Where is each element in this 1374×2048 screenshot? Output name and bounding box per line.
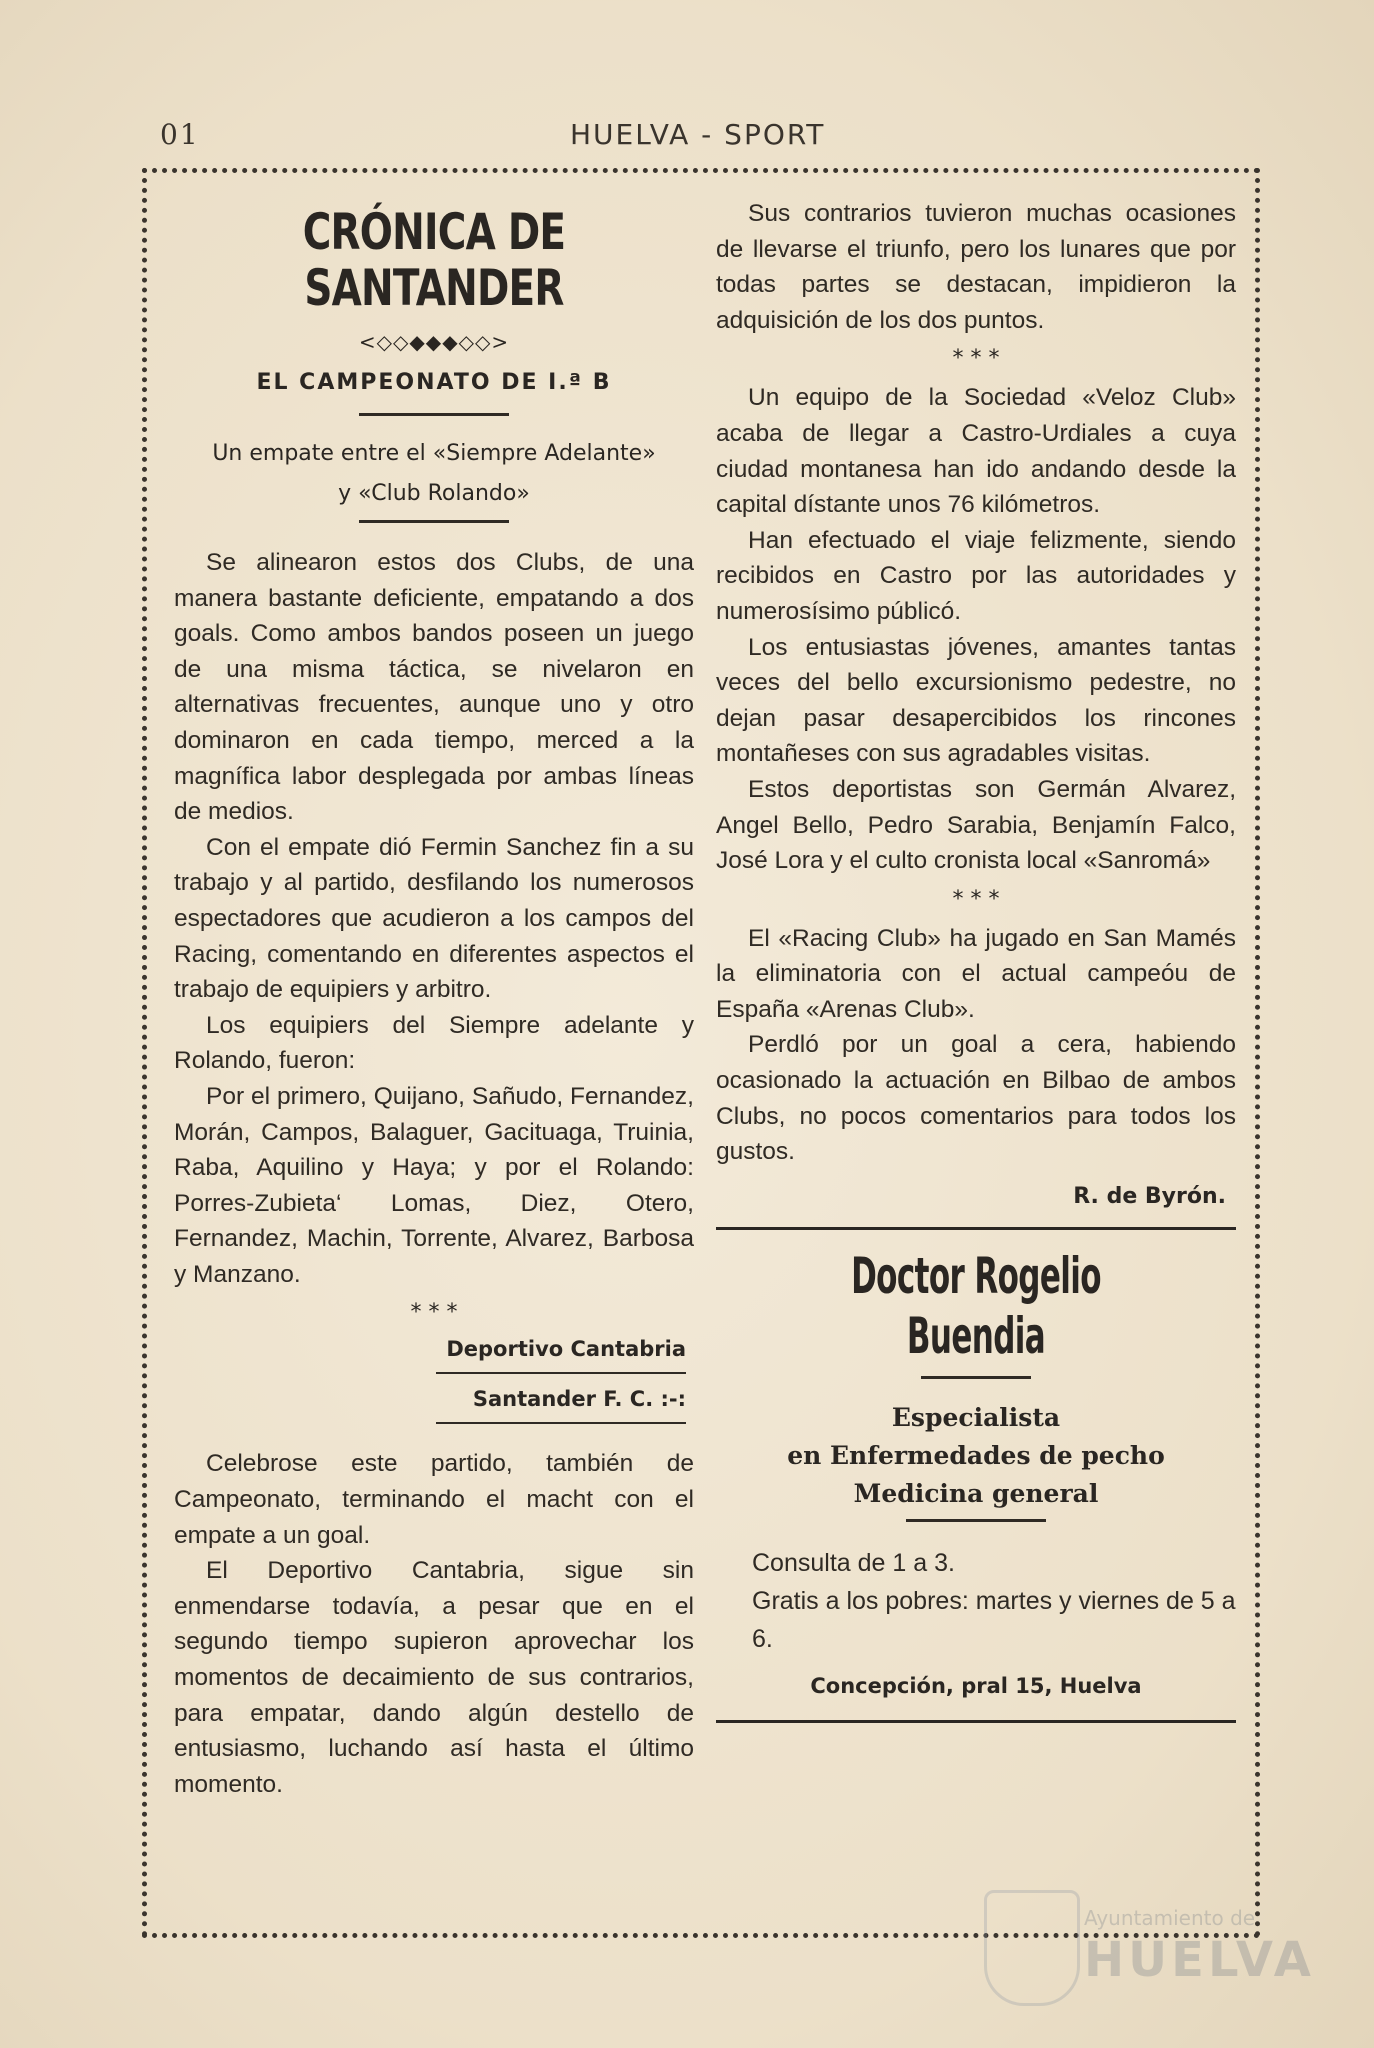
divider	[716, 1227, 1236, 1230]
paragraph: Por el primero, Quijano, Sañudo, Fernandez, Morán, Campos, Balaguer, Gacituaga, Truinia, Raba, Aquilino y Haya; y por el Rolando: Porres-Zubieta‘ Lomas, Diez, Otero, Fernandez, Machin, Torrente, Alvarez, Barbosa y Manzano.	[174, 1082, 694, 1288]
advertisement	[716, 1246, 1236, 1723]
divider	[359, 520, 509, 523]
running-head	[160, 112, 1280, 152]
section-subhead: EL CAMPEONATO DE I.ª B	[256, 370, 612, 395]
ad-general: Medicina general	[853, 1478, 1099, 1508]
section-stars: * * *	[952, 886, 1000, 912]
divider	[906, 1519, 1046, 1522]
divider	[359, 413, 509, 416]
paragraph: Sus contrarios tuvieron muchas ocasiones de llevarse el triunfo, pero los lunares que por todas partes se destacan, impidieron la adquisición de los dos puntos.	[716, 200, 1236, 334]
ad-field: en Enfermedades de pecho	[787, 1440, 1165, 1470]
coat-of-arms-icon	[984, 1890, 1080, 2006]
section-stars: * * *	[952, 346, 1000, 372]
deck-line-1: Un empate entre el «Siempre Adelante»	[212, 441, 656, 466]
right-column	[716, 196, 1236, 1723]
ad-body	[716, 1544, 1236, 1658]
divider	[436, 1422, 686, 1424]
paragraph: Perdló por un goal a cera, habiendo ocasionado la actuación en Bilbao de ambos Clubs, no pocos comentarios para todos los gustos.	[716, 1031, 1236, 1166]
journal-title: HUELVA - SPORT	[570, 118, 826, 151]
ad-hours: Consulta de 1 a 3.	[752, 1548, 955, 1577]
section-stars: * * *	[410, 1300, 458, 1326]
divider	[716, 1720, 1236, 1723]
title-ornament: <◇◇◆◆◆◇◇>	[358, 330, 510, 354]
ad-specialty: Especialista	[891, 1402, 1061, 1432]
watermark-small-text: Ayuntamiento de	[1084, 1906, 1256, 1930]
byline-signature: R. de Byrón.	[1073, 1183, 1226, 1209]
left-column	[174, 196, 694, 1802]
paragraph: Con el empate dió Fermin Sanchez fin a su trabajo y al partido, desfilando los numerosos espectadores que acudieron a los campos del Racing, comentando en diferentes aspectos el trabajo de equipiers y arbitro.	[174, 833, 694, 1004]
match-team-2: Santander F. C. :-:	[472, 1387, 686, 1412]
watermark-city: HUELVA	[1084, 1932, 1315, 1988]
page-number: 01	[160, 118, 200, 151]
deck-line-2: y «Club Rolando»	[338, 481, 530, 506]
paragraph: Se alinearon estos dos Clubs, de una manera bastante deficiente, empatando a dos goals. Como ambos bandos poseen un juego de una misma táctica, se nivelaron en alternativas frecuentes, aunque uno y otro dominaron en cada tiempo, merced a la magnífica labor desplegada por ambas líneas de medios.	[174, 549, 694, 826]
paragraph: Un equipo de la Sociedad «Veloz Club» acaba de llegar a Castro-Urdiales a cuya ciudad montanesa han ido andando desde la capital dístante unos 76 kilómetros.	[716, 384, 1236, 519]
ad-address: Concepción, pral 15, Huelva	[810, 1673, 1142, 1698]
divider	[436, 1372, 686, 1374]
ad-free-hours: Gratis a los pobres: martes y viernes de 5 a 6.	[752, 1586, 1236, 1653]
article-title: CRÓNICA DE SANTANDER	[302, 203, 566, 317]
paragraph: El Deportivo Cantabria, sigue sin enmendarse todavía, a pesar que en el segundo tiempo supieron aprovechar los momentos de decaimiento de sus contrarios, para empatar, dando algún destello de entusiasmo, luchando así hasta el último momento.	[174, 1557, 694, 1798]
match-team-1: Deportivo Cantabria	[446, 1337, 686, 1362]
archive-watermark	[984, 1890, 1315, 2010]
paragraph: Han efectuado el viaje felizmente, siendo recibidos en Castro por las autoridades y numerosísimo públicó.	[716, 526, 1236, 625]
paragraph: El «Racing Club» ha jugado en San Mamés la eliminatoria con el actual campeóu de España «Arenas Club».	[716, 924, 1236, 1023]
paragraph: Estos deportistas son Germán Alvarez, Angel Bello, Pedro Sarabia, Benjamín Falco, José Lora y el culto cronista local «Sanromá»	[716, 775, 1236, 875]
paragraph: Los entusiastas jóvenes, amantes tantas veces del bello excursionismo pedestre, no dejan pasar desapercibidos los rincones montañeses con sus agradables visitas.	[716, 633, 1236, 768]
paragraph: Celebrose este partido, también de Campeonato, terminando el macht con el empate a un goal.	[174, 1450, 694, 1549]
paragraph: Los equipiers del Siempre adelante y Rolando, fueron:	[174, 1011, 694, 1075]
divider	[921, 1376, 1031, 1379]
ad-doctor-name: Doctor Rogelio Buendia	[851, 1246, 1101, 1365]
